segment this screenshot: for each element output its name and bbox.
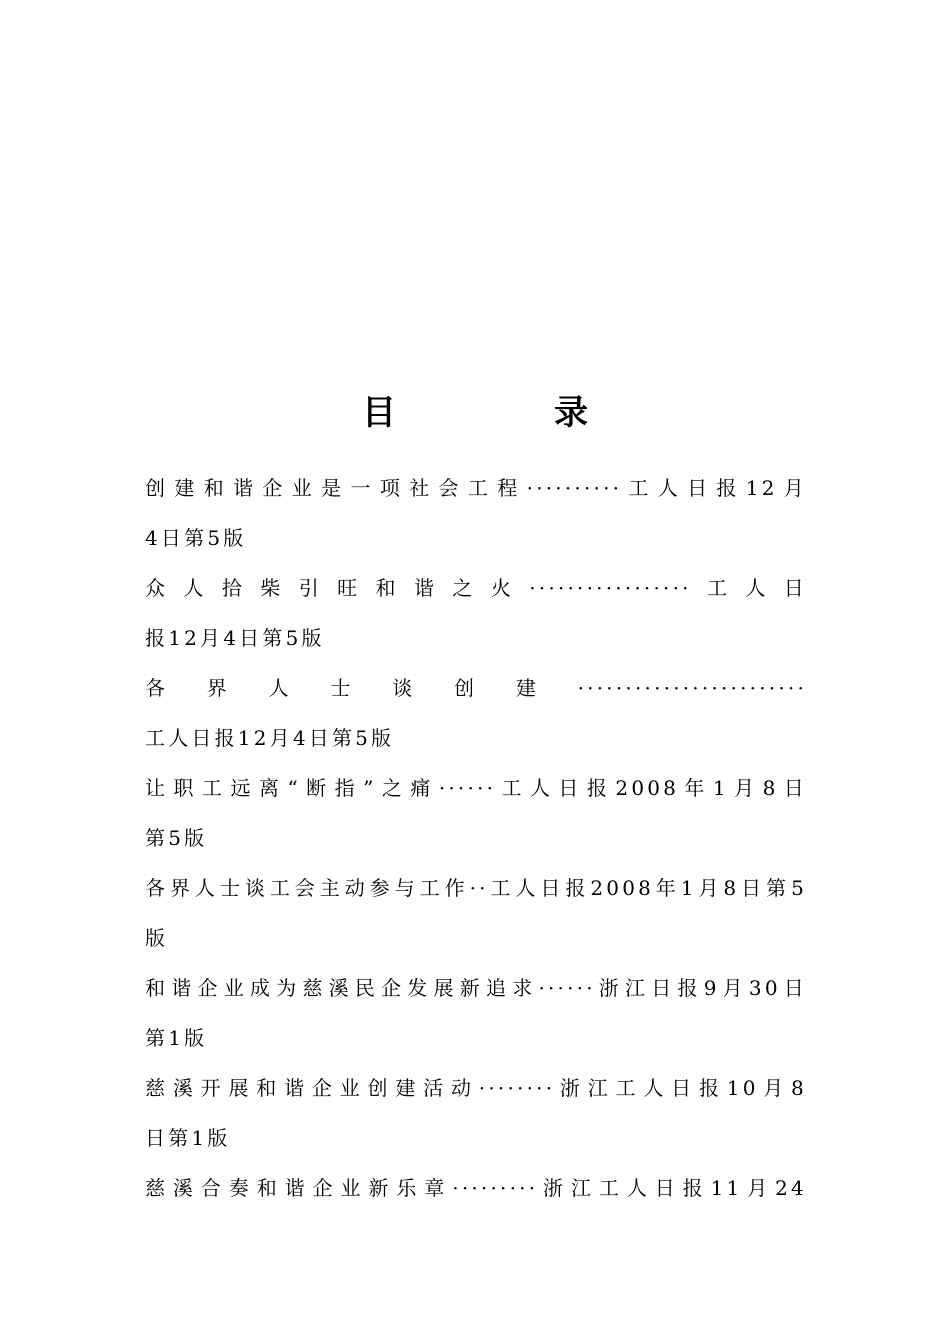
toc-entry: [145, 963, 807, 1063]
toc-entry: [145, 763, 807, 863]
toc-title: 目 录: [362, 392, 650, 433]
toc-entry: [145, 863, 807, 963]
toc-entry-title-line: 众人拾柴引旺和谐之火·················工人日: [145, 576, 807, 600]
toc-entry: [145, 463, 807, 563]
toc-entry-source-line: 版: [145, 926, 169, 950]
toc-entry-source-line: 报12月4日第5版: [145, 626, 325, 650]
toc-entry-title-line: 和谐企业成为慈溪民企发展新追求······浙江日报9月30日: [145, 976, 807, 1000]
toc-list: [145, 463, 807, 1213]
toc-entry-title-line: 各界人士谈工会主动参与工作··工人日报2008年1月8日第5: [145, 876, 807, 900]
toc-entry-source-line: 日第1版: [145, 1126, 231, 1150]
toc-entry-source-line: 第1版: [145, 1026, 208, 1050]
toc-entry: [145, 1163, 807, 1213]
toc-entry-title-line: 让职工远离“断指”之痛······工人日报2008年1月8日: [145, 776, 807, 800]
toc-entry: [145, 663, 807, 763]
toc-entry-title-line: 慈溪开展和谐企业创建活动········浙江工人日报10月8: [145, 1076, 807, 1100]
toc-entry: [145, 563, 807, 663]
toc-entry-title-line: 创建和谐企业是一项社会工程··········工人日报12月: [145, 476, 807, 500]
toc-entry-title-line: 各界人士谈创建························: [145, 676, 807, 700]
toc-entry-source-line: 4日第5版: [145, 526, 247, 550]
toc-entry-source-line: 第5版: [145, 826, 208, 850]
toc-entry-source-line: 工人日报12月4日第5版: [145, 726, 395, 750]
toc-entry-title-line: 慈溪合奏和谐企业新乐章·········浙江工人日报11月24: [145, 1176, 807, 1200]
toc-entry: [145, 1063, 807, 1163]
